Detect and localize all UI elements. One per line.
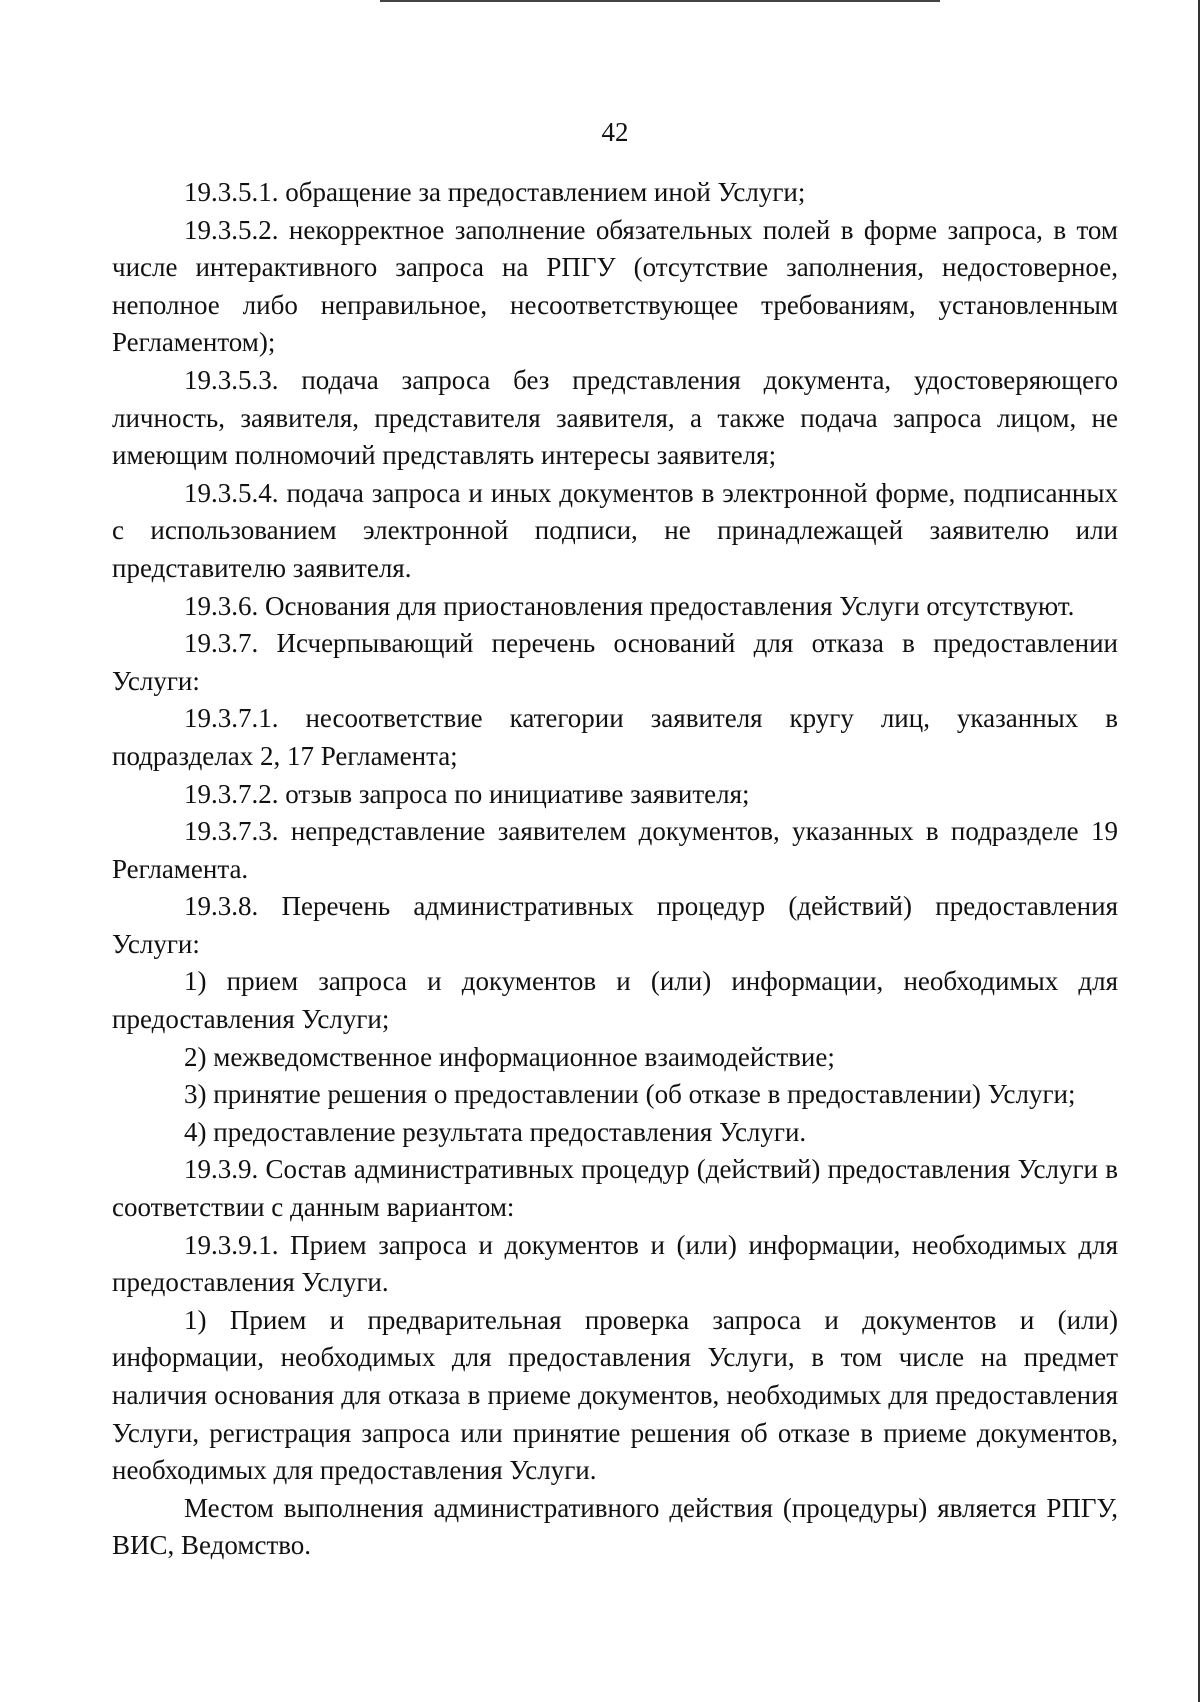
page-number: 42 (601, 117, 629, 147)
document-body (112, 174, 1118, 1565)
list-item-1: 1) прием запроса и документов и (или) информации, необходимых для предоставления Услуги; (112, 966, 1118, 1035)
paragraph-19-3-5-1: 19.3.5.1. обращение за предоставлением иной Услуги; (184, 177, 806, 207)
paragraph-19-3-6: 19.3.6. Основания для приостановления предоставления Услуги отсутствуют. (184, 590, 1075, 621)
paragraph-19-3-5-2: 19.3.5.2. некорректное заполнение обязательных полей в форме запроса, в том числе интерактивного запроса на РПГУ (отсутствие заполнения, недостоверное, неполное либо неправильное, несоответствующее требованиям, установленным Регламентом); (112, 214, 1118, 358)
paragraph-19-3-8: 19.3.8. Перечень административных процедур (действий) предоставления Услуги: (112, 891, 1118, 959)
paragraph-19-3-9: 19.3.9. Состав административных процедур (действий) предоставления Услуги в соответствии с данным вариантом: (112, 1154, 1118, 1223)
paragraph-19-3-5-3: 19.3.5.3. подача запроса без представления документа, удостоверяющего личность, заявителя, представителя заявителя, а также подача запроса лицом, не имеющим полномочий представлять интересы заявителя; (112, 364, 1118, 471)
paragraph-19-3-5-4: 19.3.5.4. подача запроса и иных документов в электронной форме, подписанных с использованием электронной подписи, не принадлежащей заявителю или представителю заявителя. (112, 477, 1118, 583)
scan-edge-top (380, 0, 940, 2)
paragraph-19-3-9-1: 19.3.9.1. Прием запроса и документов и (или) информации, необходимых для предоставления Услуги. (112, 1229, 1118, 1298)
paragraph-19-3-7: 19.3.7. Исчерпывающий перечень оснований для отказа в предоставлении Услуги: (112, 628, 1118, 696)
procedure-item-1: 1) Прием и предварительная проверка запроса и документов и (или) информации, необходимых для предоставления Услуги, в том числе на предмет наличия основания для отказа в приеме документов, необходимых для предоставления Услуги, регистрация запроса или принятие решения об отказе в приеме документов, необходимых для предоставления Услуги. (112, 1304, 1118, 1486)
list-item-2: 2) межведомственное информационное взаимодействие; (184, 1041, 835, 1072)
paragraph-19-3-7-1: 19.3.7.1. несоответствие категории заявителя кругу лиц, указанных в подразделах 2, 17 Регламента; (112, 703, 1118, 771)
list-item-4: 4) предоставление результата предоставления Услуги. (184, 1116, 807, 1147)
list-item-3: 3) принятие решения о предоставлении (об отказе в предоставлении) Услуги; (184, 1079, 1076, 1110)
paragraph-19-3-7-3: 19.3.7.3. непредставление заявителем документов, указанных в подразделе 19 Регламента. (112, 816, 1118, 884)
paragraph-19-3-7-2: 19.3.7.2. отзыв запроса по инициативе заявителя; (184, 778, 750, 809)
paragraph-place-of-execution: Местом выполнения административного действия (процедуры) является РПГУ, ВИС, Ведомство. (112, 1492, 1118, 1561)
